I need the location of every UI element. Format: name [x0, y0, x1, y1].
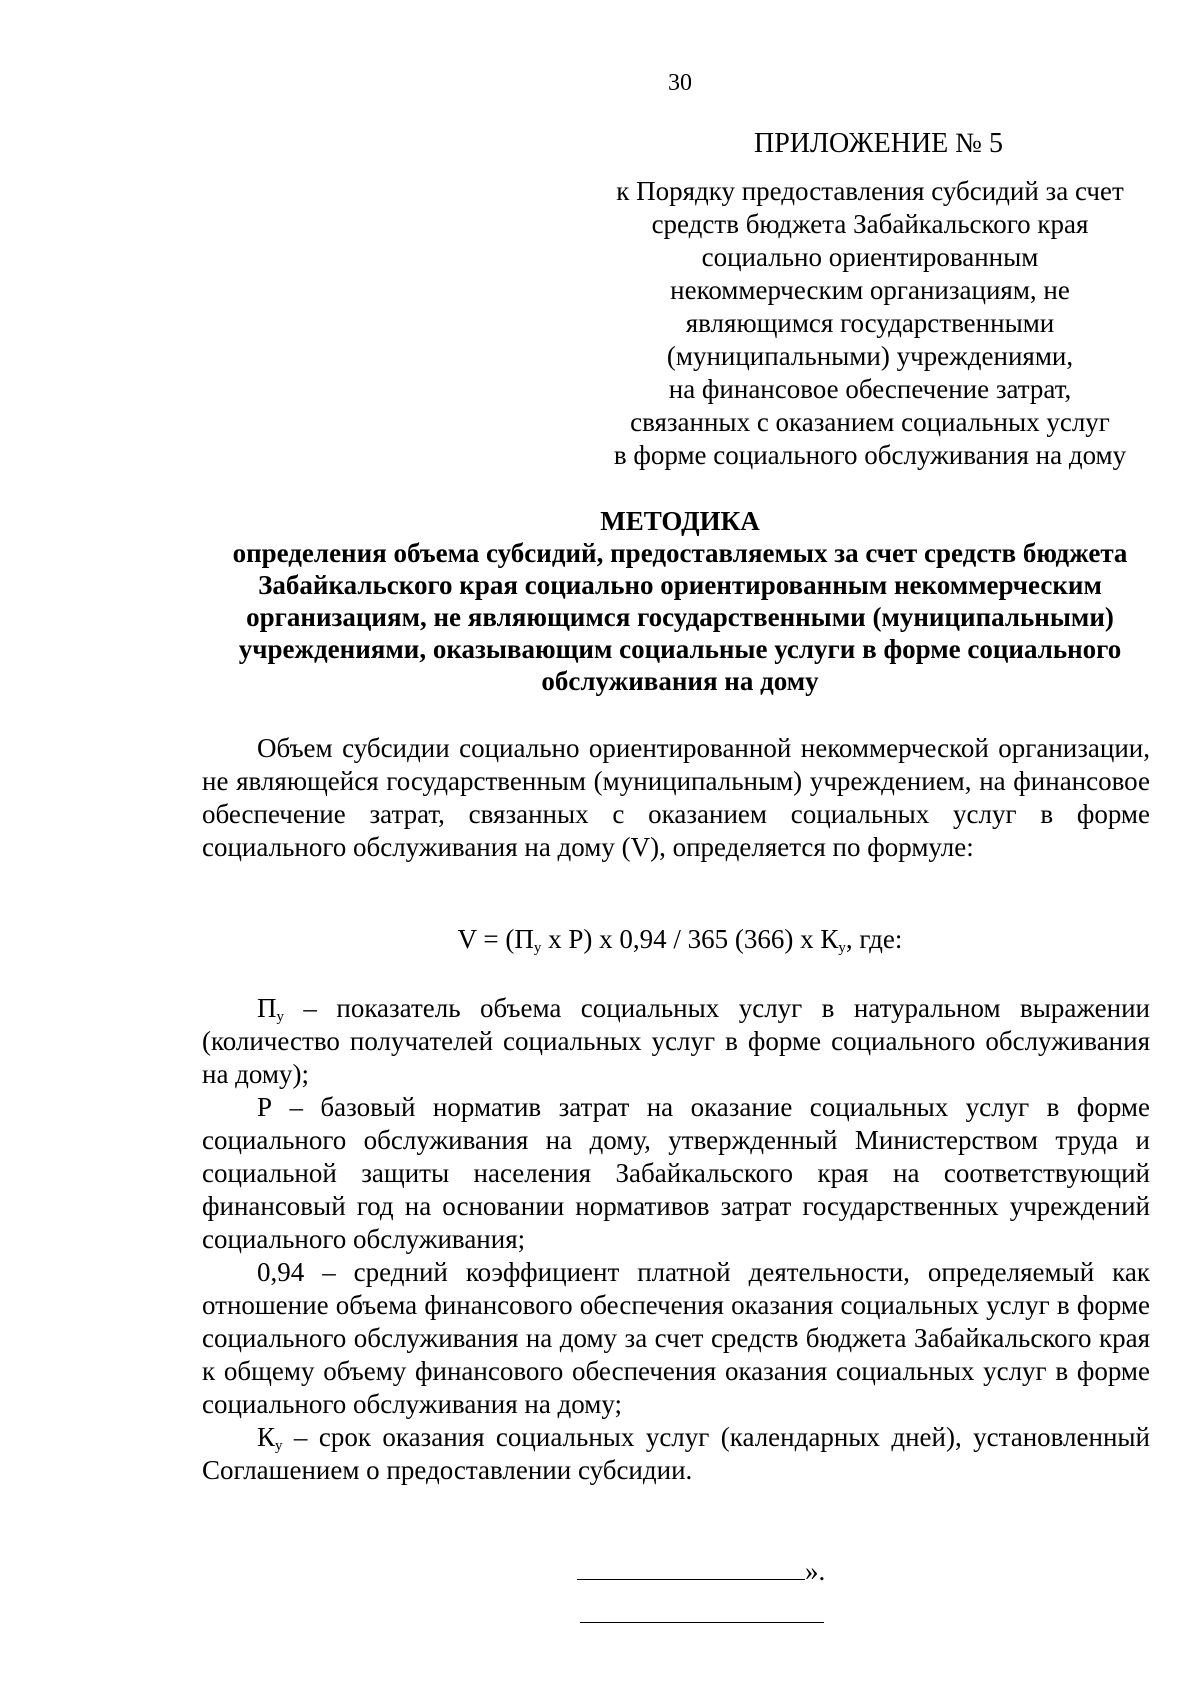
appendix-reference-line: связанных с оказанием социальных услуг	[630, 407, 1110, 437]
appendix-reference-line: в форме социального обслуживания на дому	[613, 440, 1127, 470]
definition-coef: 0,94 – средний коэффициент платной деятельности, определяемый как отношение объема финансового обеспечения оказания социальных услуг в форме социального обслуживания на дому за счет средств бюджета Забайкальского края к общему объему финансового обеспечения оказания социальных услуг в форме социального обслуживания на дому;	[202, 1257, 1150, 1419]
formula-subscript: у	[838, 940, 846, 956]
appendix-reference-line: к Порядку предоставления субсидий за счет	[616, 176, 1124, 206]
appendix-reference-line: на финансовое обеспечение затрат,	[668, 374, 1072, 404]
closing-line	[577, 1556, 825, 1587]
definition-symbol: П	[257, 993, 277, 1023]
appendix-reference	[600, 175, 1140, 472]
end-rule-divider	[580, 1622, 824, 1623]
appendix-reference-line: средств бюджета Забайкальского края	[651, 209, 1089, 239]
definition-p: Р – базовый норматив затрат на оказание социальных услуг в форме социального обслуживания на дому, утвержденный Министерством труда и социальной защиты населения Забайкальского края на соответствующий финансовый год на основании нормативов затрат государственных учреждений социального обслуживания;	[202, 1092, 1150, 1254]
definition-text: – показатель объема социальных услуг в натуральном выражении (количество получателей социальных услуг в форме социального обслуживания на дому);	[202, 993, 1150, 1089]
appendix-title: ПРИЛОЖЕНИЕ № 5	[754, 128, 1003, 159]
appendix-reference-line: являющимся государственными	[685, 308, 1055, 338]
intro-section	[202, 732, 1150, 864]
title-line: организациям, не являющимся государственными (муниципальными)	[246, 602, 1114, 632]
formula-text: V = (П	[457, 924, 534, 954]
formula-text: , где:	[845, 924, 903, 954]
appendix-reference-line: некоммерческим организациям, не	[670, 275, 1070, 305]
title-line: Забайкальского края социально ориентированным некоммерческим	[258, 570, 1102, 600]
appendix-reference-line: социально ориентированным	[701, 242, 1039, 272]
appendix-reference-line: (муниципальными) учреждениями,	[666, 341, 1074, 371]
title-heading: МЕТОДИКА	[600, 506, 760, 536]
closing-mark: ».	[805, 1556, 826, 1586]
definition-ku	[202, 1421, 1150, 1487]
definition-subscript: у	[275, 1438, 283, 1454]
definition-subscript: у	[276, 1009, 284, 1025]
formula	[200, 924, 1160, 955]
blank-line	[577, 1557, 805, 1580]
title-line: учреждениями, оказывающим социальные услуги в форме социального	[238, 634, 1122, 664]
formula-text: x P) x 0,94 / 365 (366) x К	[541, 924, 839, 954]
definition-text: – срок оказания социальных услуг (календарных дней), установленный Соглашением о предоставлении субсидии.	[202, 1422, 1150, 1485]
intro-paragraph: Объем субсидии социально ориентированной некоммерческой организации, не являющейся государственным (муниципальным) учреждением, на финансовое обеспечение затрат, связанных с оказанием социальных услуг в форме социального обслуживания на дому (V), определяется по формуле:	[202, 733, 1150, 862]
definitions-section	[202, 992, 1150, 1487]
title-line: обслуживания на дому	[541, 666, 819, 696]
title-line: определения объема субсидий, предоставляемых за счет средств бюджета	[232, 538, 1128, 568]
definition-symbol: К	[257, 1422, 276, 1452]
page-number: 30	[668, 70, 692, 96]
definition-pu	[202, 992, 1150, 1091]
document-title	[200, 505, 1160, 697]
formula-subscript: у	[533, 940, 542, 956]
